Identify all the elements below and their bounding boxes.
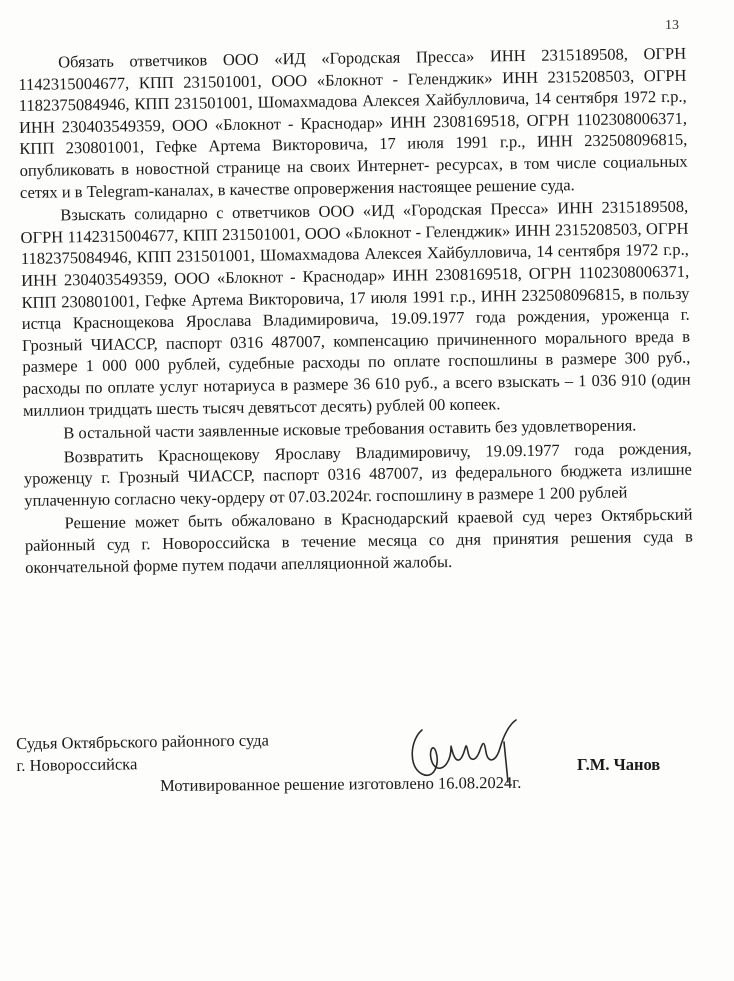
judge-position-line-1: Судья Октябрьского районного суда [16,730,269,753]
judge-position [16,729,269,777]
paragraph-remaining-claims: В остальной части заявленные исковые требования оставить без удовлетворения. [63,415,637,443]
page-number: 13 [665,18,679,33]
paragraph-refund-duty: Возвратить Краснощекову Ярославу Владимировичу, 19.09.1977 года рождения, уроженцу г. Грозный ЧИАССР, паспорт 0316 487007, из федерального бюджета излишне уплаченную согласно чеку-ордеру от 07.03.2024г. госпошлину в размере 1 200 рублей [23,438,693,510]
paragraph-recovery: Взыскать солидарно с ответчиков ООО «ИД «Городская Пресса» ИНН 2315189508, ОГРН 1142315004677, КПП 231501001, ООО «Блокнот - Геленджик» ИНН 2315208503, ОГРН 1182375084946, КПП 231501001, Шомахмадова Алексея Хайбулловича, 14 сентября 1972 г.р., ИНН 230403549359, ООО «Блокнот - Краснодар» ИНН 2308169518, ОГРН 1102308006371, КПП 230801001, Гефке Артема Викторовича, 17 июля 1991 г.р., ИНН 232508096815, в пользу истца Краснощекова Ярослава Владимировича, 19.09.1977 года рождения, уроженца г. Грозный ЧИАССР, паспорт 0316 487007, компенсацию причиненного морального вреда в размере 1 000 000 рублей, судебные расходы по оплате госпошлины в размере 300 руб., расходы по оплате услуг нотариуса в размере 36 610 руб., а всего взыскать – 1 036 910 (один миллион тридцать шесть тысяч девятьсот десять) рублей 00 копеек. [20,196,691,420]
document-body [18,43,693,579]
paragraph-publish-obligation: Обязать ответчиков ООО «ИД «Городская Пресса» ИНН 2315189508, ОГРН 1142315004677, КПП 231501001, ООО «Блокнот - Геленджик» ИНН 2315208503, ОГРН 1182375084946, КПП 231501001, Шомахмадова Алексея Хайбулловича, 14 сентября 1972 г.р., ИНН 230403549359, ООО «Блокнот - Краснодар» ИНН 2308169518, ОГРН 1102308006371, КПП 230801001, Гефке Артема Викторовича, 17 июля 1991 г.р., ИНН 232508096815, опубликовать в новостной странице на своих Интернет- ресурсах, в том числе социальных сетях и в Telegram-каналах, в качестве опровержения настоящее решение суда. [18,43,688,202]
paragraph-appeal: Решение может быть обжаловано в Краснодарский краевой суд через Октябрьский районный суд г. Новороссийска в течение месяца со дня принятия решения суда в окончательной форме путем подачи апелляционной жалобы. [24,505,693,577]
judge-position-line-2: г. Новороссийска [16,754,138,775]
judge-name: Г.М. Чанов [577,755,661,774]
decision-made-note: Мотивированное решение изготовлено 16.08.2024г. [160,772,522,795]
